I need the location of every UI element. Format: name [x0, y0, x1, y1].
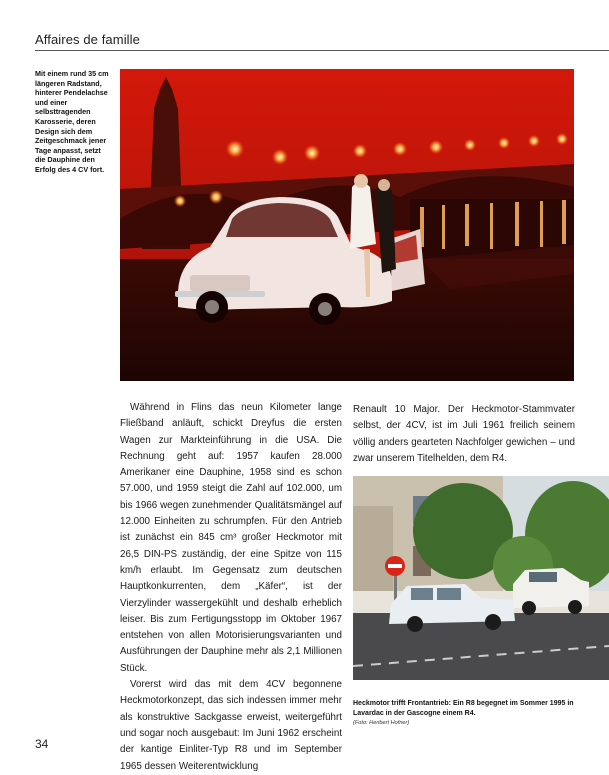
photo-r8-meets-r4	[353, 476, 609, 680]
photo-caption: Heckmotor trifft Frontantrieb: Ein R8 begegnet im Sommer 1995 in Lavardac in der Gascogne einem R4.	[353, 700, 574, 717]
running-header: Affaires de famille	[35, 32, 140, 47]
photo-credit: (Foto: Heribert Hofner)	[353, 720, 410, 726]
body-paragraph: Renault 10 Major. Der Heckmotor-Stammvater selbst, der 4CV, ist im Juli 1961 freilich seinem völlig anders gearteten Nachfolger gewichen – und zwar unserem Titelhelden, dem R4.	[353, 404, 575, 464]
body-text-left-column	[120, 400, 342, 775]
body-paragraph: Während in Flins das neun Kilometer lange Fließband anläuft, schickt Dreyfus die ersten Wagen zur Markteinführung in die USA. Die Rechnung geht auf: 1957 kaufen 28.000 Amerikaner eine Dauphine, 1958 sind es schon 57.000, und 1959 steigt die Zahl auf 102.000, um bis 1966 wegen zunehmender Qualitätsmängel auf 12.000 Einheiten zu schrumpfen. Für den Antrieb ist zunächst ein 845 cm³ großer Heckmotor mit 26,5 DIN-PS zuständig, der eine Spitze von 115 km/h erlaubt. Im Gegensatz zum deutschen Hauptkonkurrenten, dem „Käfer“, ist der Vierzylinder wassergekühlt und deshalb erheblich leiser. Bis zum Fertigungsstopp im Oktober 1967 entstehen von allen Motorisierungsvarianten und Ausführungen der Dauphine mehr als 2,1 Millionen Stück.	[120, 402, 342, 674]
body-paragraph: Vorerst wird das mit dem 4CV begonnene Heckmotorkonzept, das sich indessen immer mehr als konstruktive Sackgasse erweist, weitergeführt und sogar noch ausgebaut: Im Juni 1962 erscheint der kantige Einliter-Typ R8 und im September 1965 dessen Weiterentwicklung	[120, 679, 342, 772]
hero-photo-dauphine-night	[120, 69, 574, 381]
header-rule	[35, 50, 609, 51]
page-number: 34	[35, 737, 49, 751]
body-text-right-column	[353, 402, 575, 467]
side-caption: Mit einem rund 35 cm längeren Radstand, hinterer Pendelachse und einer selbsttragenden Karosserie, deren Design sich dem Zeitgeschmack jener Tage anpasst, setzt die Dauphine den Erfolg des 4 CV fort.	[35, 69, 109, 174]
